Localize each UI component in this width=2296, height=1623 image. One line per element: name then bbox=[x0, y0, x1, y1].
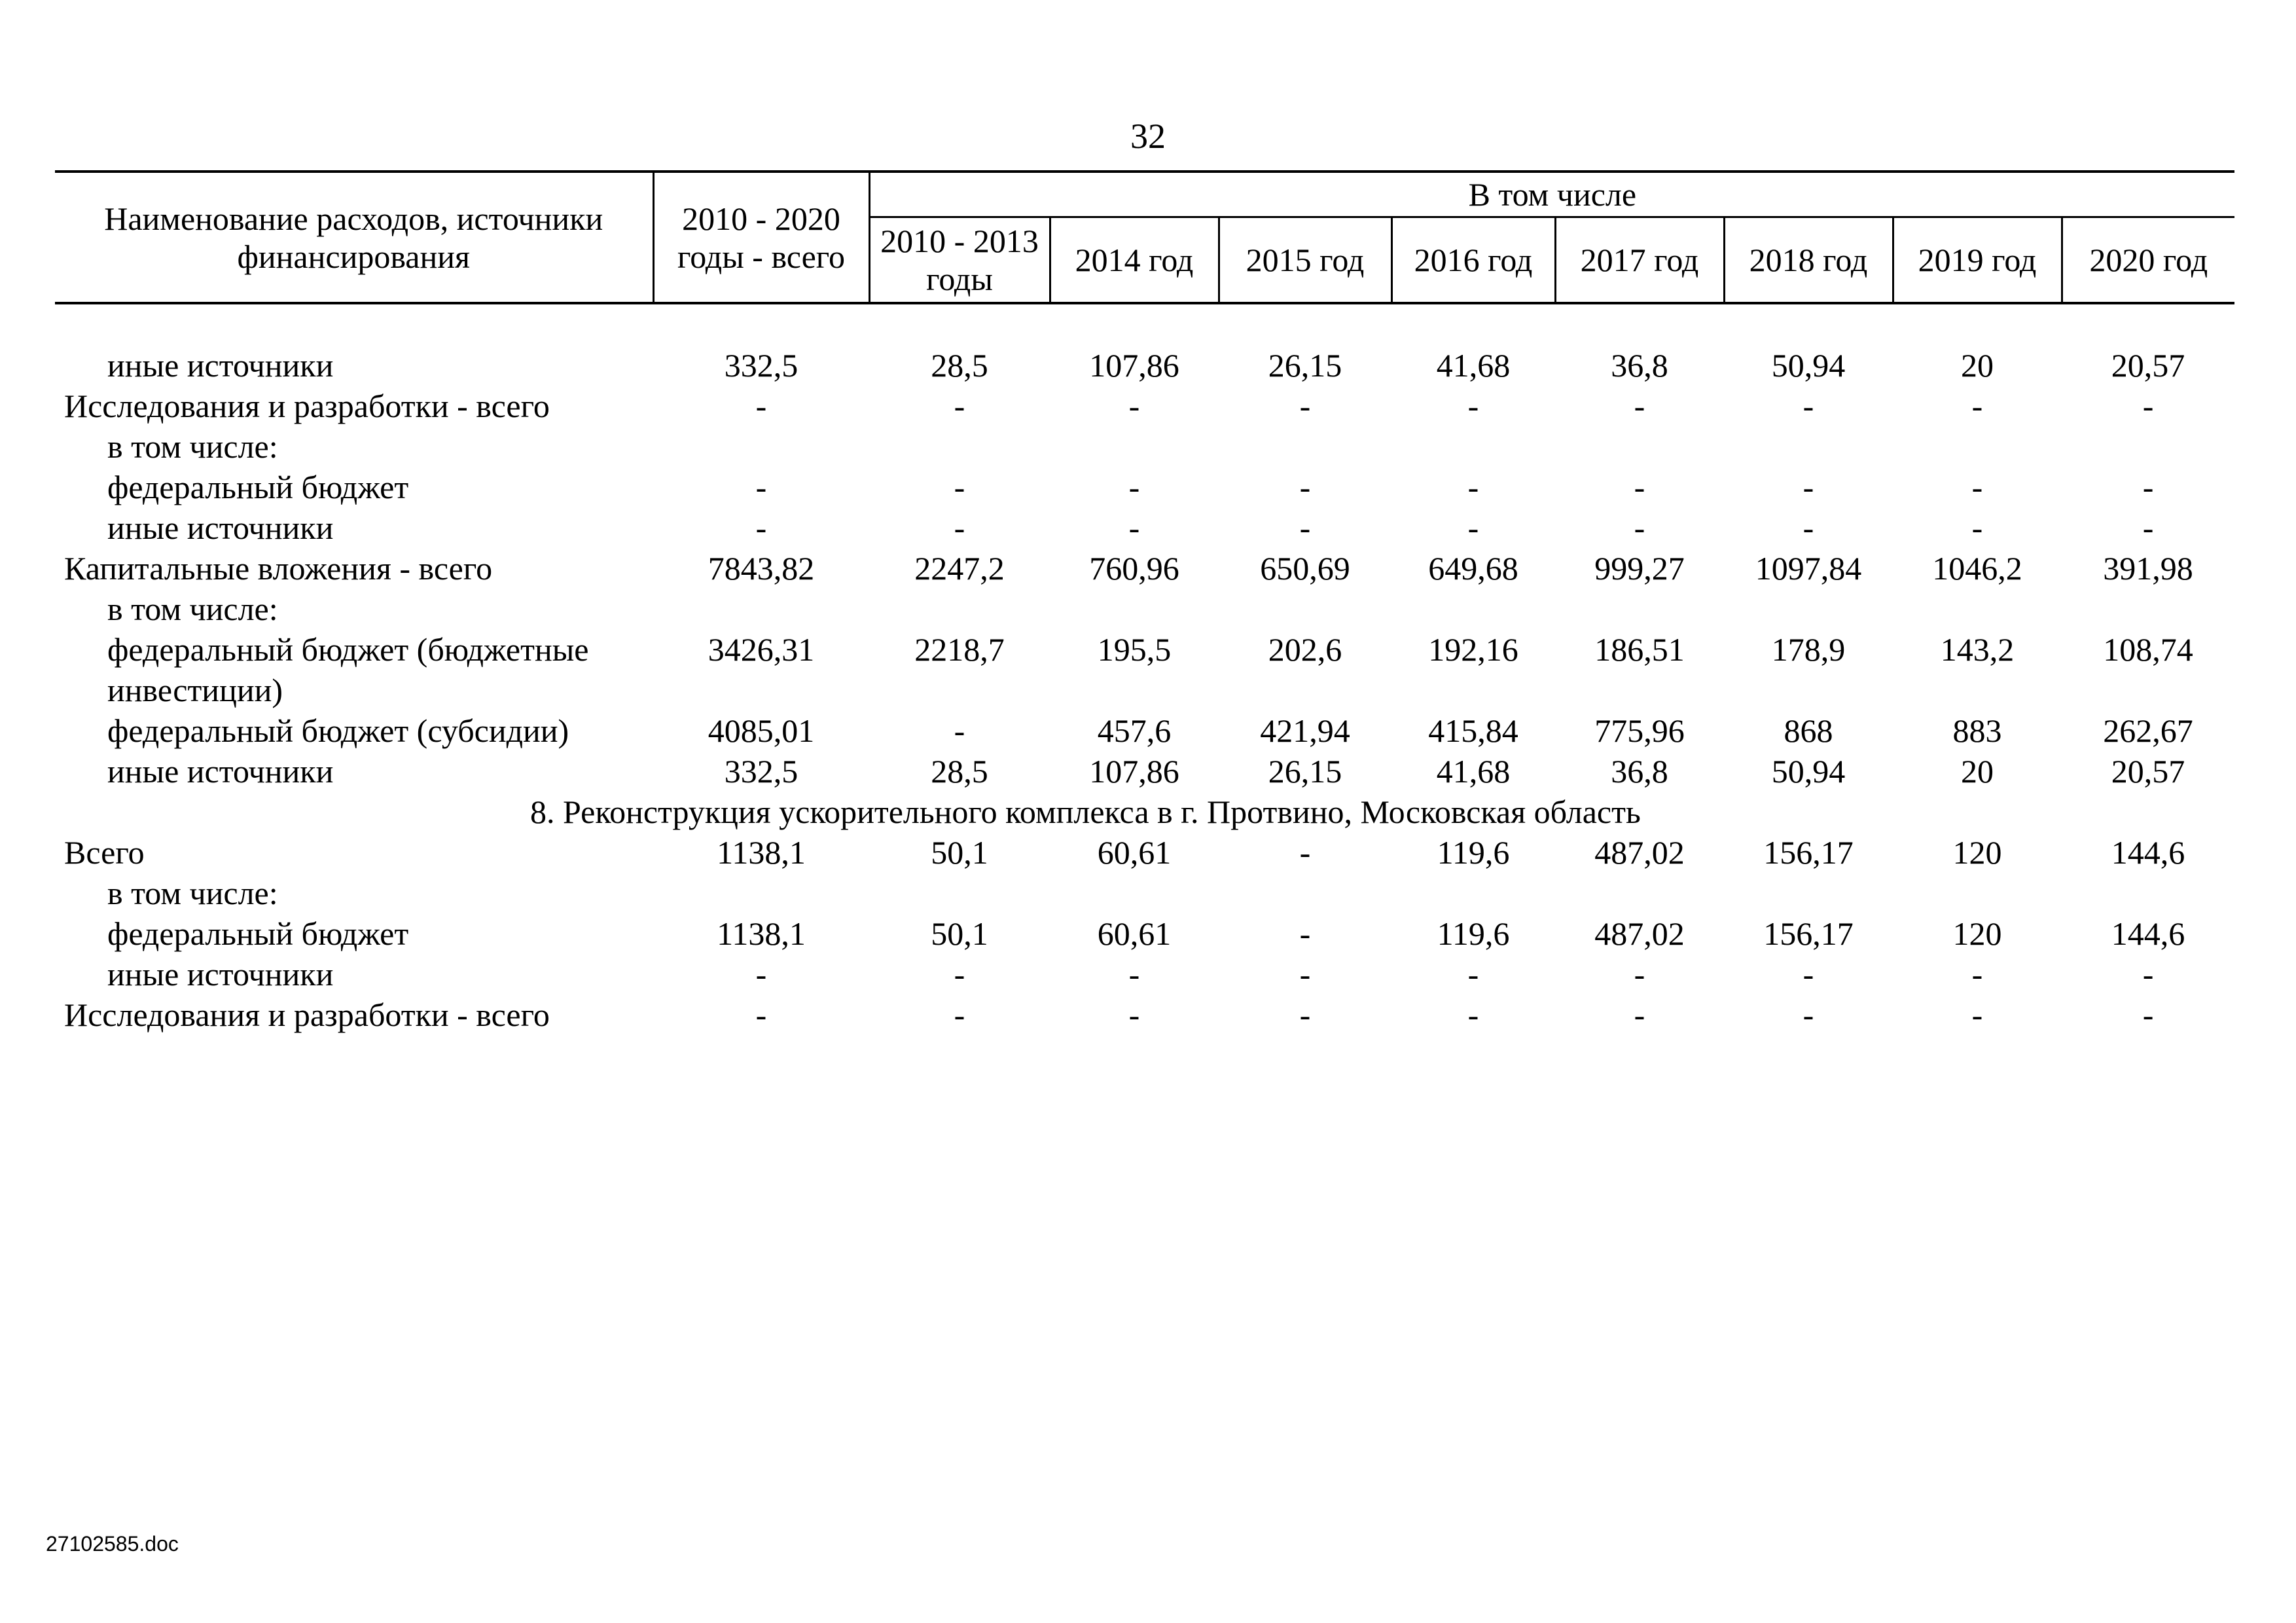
row-value: - bbox=[1634, 956, 1645, 993]
row-value: - bbox=[2142, 509, 2154, 546]
header-name-column: Наименование расходов, источники финансирования bbox=[55, 172, 653, 303]
row-value: - bbox=[1634, 469, 1645, 505]
row-value: 178,9 bbox=[1771, 631, 1846, 668]
table-row bbox=[55, 954, 2234, 994]
row-value: - bbox=[1803, 469, 1814, 505]
row-label: Исследования и разработки - всего bbox=[64, 388, 550, 424]
row-value: - bbox=[1467, 388, 1479, 424]
row-value: 7843,82 bbox=[708, 550, 815, 587]
row-value: - bbox=[1971, 509, 1983, 546]
row-value: - bbox=[954, 996, 965, 1033]
table-row bbox=[55, 751, 2234, 792]
row-value bbox=[1219, 426, 1391, 467]
row-value bbox=[2062, 873, 2234, 913]
row-value: - bbox=[954, 388, 965, 424]
row-value: 186,51 bbox=[1594, 631, 1685, 668]
row-label: в том числе: bbox=[107, 428, 278, 465]
row-value: - bbox=[755, 509, 767, 546]
row-label: Капитальные вложения - всего bbox=[64, 550, 493, 587]
row-value bbox=[653, 426, 869, 467]
row-label: в том числе: bbox=[107, 591, 278, 627]
table-row bbox=[55, 913, 2234, 954]
table-row bbox=[55, 426, 2234, 467]
row-value: 332,5 bbox=[724, 347, 798, 384]
row-value: 1046,2 bbox=[1932, 550, 2022, 587]
row-value: - bbox=[1803, 996, 1814, 1033]
row-value: 28,5 bbox=[931, 347, 988, 384]
row-value: 415,84 bbox=[1428, 712, 1518, 749]
row-value: 60,61 bbox=[1097, 915, 1172, 952]
section-table-body bbox=[55, 832, 2234, 1035]
row-value bbox=[653, 873, 869, 913]
row-value: - bbox=[1467, 996, 1479, 1033]
table-row bbox=[55, 548, 2234, 589]
row-value: - bbox=[954, 469, 965, 505]
section-title: 8. Реконструкция ускорительного комплекса в г. Протвино, Московская область bbox=[530, 793, 1641, 830]
row-label: иные источники bbox=[107, 753, 334, 790]
row-value: 883 bbox=[1952, 712, 2002, 749]
row-value: 20 bbox=[1961, 753, 1994, 790]
row-value: 487,02 bbox=[1594, 915, 1685, 952]
row-value: 421,94 bbox=[1260, 712, 1350, 749]
row-value: 41,68 bbox=[1436, 347, 1511, 384]
row-value: 119,6 bbox=[1437, 834, 1510, 871]
row-value: - bbox=[755, 388, 767, 424]
row-value: 119,6 bbox=[1437, 915, 1510, 952]
table-body bbox=[55, 303, 2234, 792]
row-value: 487,02 bbox=[1594, 834, 1685, 871]
row-value bbox=[1219, 589, 1391, 629]
row-value bbox=[1555, 589, 1724, 629]
table-row bbox=[55, 994, 2234, 1035]
row-value: 36,8 bbox=[1611, 753, 1668, 790]
row-value: 143,2 bbox=[1940, 631, 2015, 668]
row-value: - bbox=[2142, 996, 2154, 1033]
row-value: - bbox=[954, 712, 965, 749]
row-value: - bbox=[1971, 388, 1983, 424]
row-value bbox=[1050, 873, 1219, 913]
row-value: - bbox=[1971, 956, 1983, 993]
row-value: - bbox=[1299, 996, 1311, 1033]
row-value: 107,86 bbox=[1089, 347, 1179, 384]
row-value: 262,67 bbox=[2103, 712, 2193, 749]
header-year-col: 2010 - 2013 годы bbox=[869, 217, 1050, 304]
row-value: 391,98 bbox=[2103, 550, 2193, 587]
row-label: федеральный бюджет bbox=[107, 915, 409, 952]
row-value: - bbox=[755, 996, 767, 1033]
row-value bbox=[1555, 426, 1724, 467]
row-value: 760,96 bbox=[1089, 550, 1179, 587]
row-value: 50,1 bbox=[931, 915, 988, 952]
row-value: 156,17 bbox=[1763, 915, 1854, 952]
row-value: - bbox=[1971, 996, 1983, 1033]
row-value bbox=[1724, 426, 1893, 467]
row-value: 202,6 bbox=[1268, 631, 1342, 668]
row-value: 1138,1 bbox=[717, 834, 806, 871]
table-row bbox=[55, 629, 2234, 710]
row-value: - bbox=[954, 956, 965, 993]
row-value: - bbox=[1128, 388, 1140, 424]
document-id: 27102585.doc bbox=[46, 1532, 179, 1556]
table-row bbox=[55, 345, 2234, 386]
row-value: - bbox=[2142, 956, 2154, 993]
row-value: 775,96 bbox=[1594, 712, 1685, 749]
row-label: федеральный бюджет (субсидии) bbox=[107, 712, 569, 749]
row-value: - bbox=[1299, 388, 1311, 424]
row-value: - bbox=[1634, 996, 1645, 1033]
row-value: 120 bbox=[1952, 915, 2002, 952]
table-row bbox=[55, 832, 2234, 873]
row-value: 28,5 bbox=[931, 753, 988, 790]
header-total-column: 2010 - 2020 годы - всего bbox=[653, 172, 869, 303]
row-label: иные источники bbox=[107, 509, 334, 546]
row-value: - bbox=[2142, 388, 2154, 424]
row-value: - bbox=[1128, 469, 1140, 505]
row-value: - bbox=[1467, 469, 1479, 505]
header-year-col: 2016 год bbox=[1391, 217, 1555, 304]
table-row bbox=[55, 873, 2234, 913]
row-label: федеральный бюджет bbox=[107, 469, 409, 505]
row-value: 195,5 bbox=[1097, 631, 1172, 668]
section-heading-body bbox=[55, 792, 2234, 832]
row-label: иные источники bbox=[107, 956, 334, 993]
table-row bbox=[55, 467, 2234, 507]
row-value: - bbox=[755, 469, 767, 505]
row-value bbox=[869, 873, 1050, 913]
row-value: - bbox=[1803, 509, 1814, 546]
row-value: - bbox=[1634, 388, 1645, 424]
header-year-col: 2018 год bbox=[1724, 217, 1893, 304]
row-value: - bbox=[755, 956, 767, 993]
row-value bbox=[1391, 589, 1555, 629]
table-row bbox=[55, 710, 2234, 751]
row-value: 1097,84 bbox=[1755, 550, 1862, 587]
row-value: - bbox=[1128, 996, 1140, 1033]
row-value: - bbox=[954, 509, 965, 546]
row-value: - bbox=[1299, 915, 1311, 952]
row-value: - bbox=[2142, 469, 2154, 505]
row-value: 1138,1 bbox=[717, 915, 806, 952]
row-value: 120 bbox=[1952, 834, 2002, 871]
row-value: 999,27 bbox=[1594, 550, 1685, 587]
row-value: 108,74 bbox=[2103, 631, 2193, 668]
row-value: - bbox=[1467, 956, 1479, 993]
row-value: - bbox=[1128, 956, 1140, 993]
row-value: 868 bbox=[1784, 712, 1833, 749]
row-value: - bbox=[1803, 956, 1814, 993]
row-value: 192,16 bbox=[1428, 631, 1518, 668]
row-value bbox=[1219, 873, 1391, 913]
financing-table bbox=[55, 170, 2234, 1035]
row-value bbox=[869, 589, 1050, 629]
row-value: 144,6 bbox=[2111, 915, 2185, 952]
row-value bbox=[1050, 589, 1219, 629]
row-value: 50,94 bbox=[1771, 753, 1846, 790]
table-row bbox=[55, 589, 2234, 629]
table-row bbox=[55, 386, 2234, 426]
row-value bbox=[1893, 426, 2062, 467]
row-value: 20 bbox=[1961, 347, 1994, 384]
row-value: - bbox=[1299, 509, 1311, 546]
row-value: 649,68 bbox=[1428, 550, 1518, 587]
row-value: 2218,7 bbox=[914, 631, 1005, 668]
row-value: 4085,01 bbox=[708, 712, 815, 749]
row-value bbox=[1893, 873, 2062, 913]
row-value: 20,57 bbox=[2111, 347, 2185, 384]
row-value bbox=[1893, 589, 2062, 629]
header-year-col: 2020 год bbox=[2062, 217, 2234, 304]
row-label: Исследования и разработки - всего bbox=[64, 996, 550, 1033]
row-value: 3426,31 bbox=[708, 631, 815, 668]
header-year-col: 2015 год bbox=[1219, 217, 1391, 304]
row-value bbox=[2062, 589, 2234, 629]
row-value: 156,17 bbox=[1763, 834, 1854, 871]
row-label: Всего bbox=[64, 834, 145, 871]
table-row bbox=[55, 507, 2234, 548]
row-value: - bbox=[1634, 509, 1645, 546]
row-label: федеральный бюджет (бюджетные инвестиции) bbox=[107, 631, 589, 708]
row-value: - bbox=[1971, 469, 1983, 505]
row-value bbox=[1050, 426, 1219, 467]
row-label: в том числе: bbox=[107, 875, 278, 911]
row-value: 60,61 bbox=[1097, 834, 1172, 871]
row-value: - bbox=[1128, 509, 1140, 546]
row-value: - bbox=[1299, 834, 1311, 871]
header-year-col: 2017 год bbox=[1555, 217, 1724, 304]
row-value: 50,94 bbox=[1771, 347, 1846, 384]
row-value bbox=[1391, 426, 1555, 467]
row-value: 107,86 bbox=[1089, 753, 1179, 790]
row-value bbox=[1724, 589, 1893, 629]
row-value: - bbox=[1299, 469, 1311, 505]
header-year-col: 2014 год bbox=[1050, 217, 1219, 304]
row-value: 650,69 bbox=[1260, 550, 1350, 587]
row-value: 50,1 bbox=[931, 834, 988, 871]
row-value bbox=[2062, 426, 2234, 467]
row-value: 2247,2 bbox=[914, 550, 1005, 587]
row-value: 20,57 bbox=[2111, 753, 2185, 790]
row-value: 41,68 bbox=[1436, 753, 1511, 790]
row-value: 26,15 bbox=[1268, 753, 1342, 790]
page-number: 32 bbox=[1130, 117, 1166, 156]
row-label: иные источники bbox=[107, 347, 334, 384]
row-value: - bbox=[1803, 388, 1814, 424]
row-value: - bbox=[1467, 509, 1479, 546]
row-value bbox=[1555, 873, 1724, 913]
header-year-col: 2019 год bbox=[1893, 217, 2062, 304]
row-value: 332,5 bbox=[724, 753, 798, 790]
row-value bbox=[1391, 873, 1555, 913]
row-value bbox=[1724, 873, 1893, 913]
row-value: 36,8 bbox=[1611, 347, 1668, 384]
row-value: - bbox=[1299, 956, 1311, 993]
row-value: 457,6 bbox=[1097, 712, 1172, 749]
row-value bbox=[869, 426, 1050, 467]
header-group-label: В том числе bbox=[869, 172, 2234, 217]
row-value: 144,6 bbox=[2111, 834, 2185, 871]
row-value: 26,15 bbox=[1268, 347, 1342, 384]
row-value bbox=[653, 589, 869, 629]
